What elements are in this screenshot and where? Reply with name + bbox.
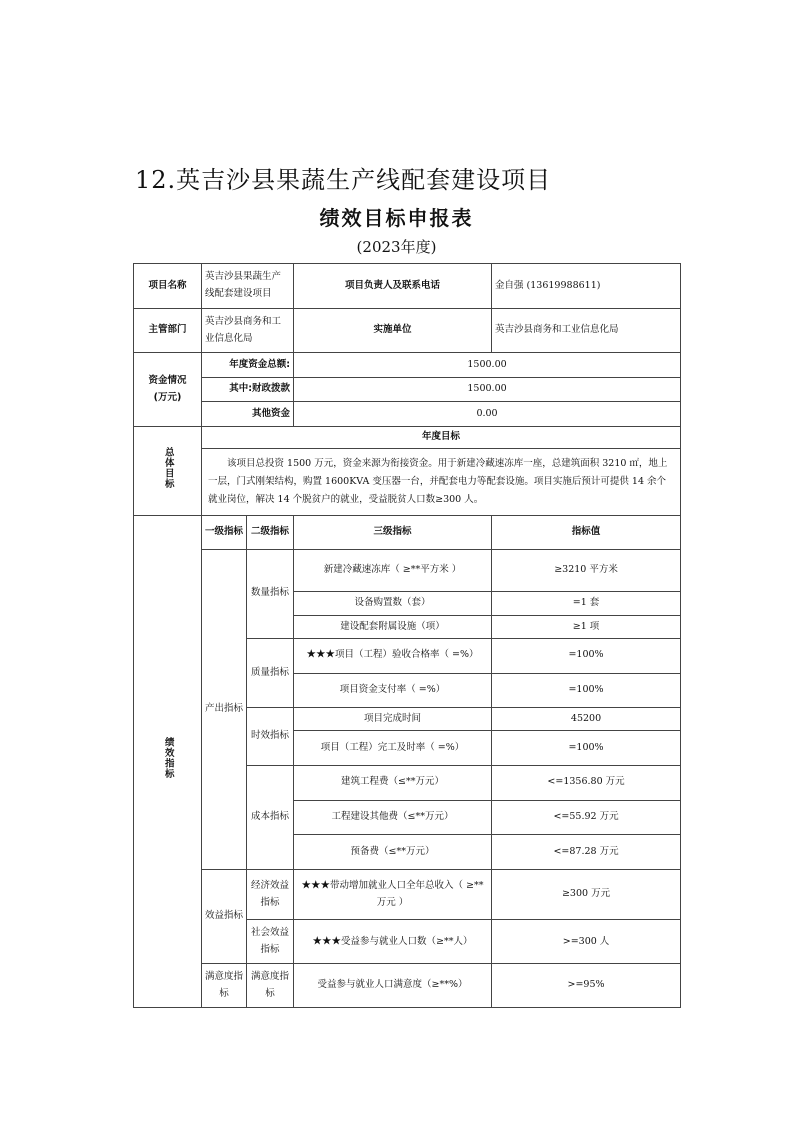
overall-label-cell bbox=[134, 426, 202, 515]
funds-label-line2: (万元) bbox=[153, 391, 182, 403]
indicator-name: 新建冷藏速冻库（ ≥**平方米 ） bbox=[294, 549, 492, 592]
impl-label: 实施单位 bbox=[294, 308, 492, 353]
indicators-label: 绩效指标 bbox=[162, 737, 174, 780]
form-title: 绩效目标申报表 bbox=[319, 206, 474, 230]
indicator-name: 预备费（≤**万元） bbox=[294, 835, 492, 870]
group-social: 社会效益指标 bbox=[247, 920, 294, 964]
indicator-value: >=300 人 bbox=[492, 920, 681, 964]
header-level1: 一级指标 bbox=[202, 516, 247, 550]
leader-value: 金自强 (13619988611) bbox=[492, 264, 681, 309]
indicators-label-cell bbox=[134, 516, 202, 1008]
project-name-label: 项目名称 bbox=[134, 264, 202, 309]
overall-header-row bbox=[134, 426, 681, 448]
indicator-name: ★★★项目（工程）验收合格率（ =%） bbox=[294, 639, 492, 674]
indicator-value: <=55.92 万元 bbox=[492, 800, 681, 835]
indicator-value: 45200 bbox=[492, 708, 681, 731]
indicator-value: >=95% bbox=[492, 964, 681, 1008]
header-level2: 二级指标 bbox=[247, 516, 294, 550]
group-timeliness: 时效指标 bbox=[247, 708, 294, 766]
funds-row bbox=[134, 377, 681, 401]
indicator-value: ≥3210 平方米 bbox=[492, 549, 681, 592]
project-row bbox=[134, 264, 681, 309]
indicator-name: 工程建设其他费（≤**万元） bbox=[294, 800, 492, 835]
indicator-header-row bbox=[134, 516, 681, 550]
overall-label: 总体目标 bbox=[162, 446, 174, 489]
table-row bbox=[134, 549, 681, 592]
header-value: 指标值 bbox=[492, 516, 681, 550]
funds-fiscal-value: 1500.00 bbox=[294, 377, 681, 401]
funds-total-value: 1500.00 bbox=[294, 353, 681, 377]
indicator-name: 设备购置数（套） bbox=[294, 592, 492, 615]
dept-label: 主管部门 bbox=[134, 308, 202, 353]
form-year: (2023年度) bbox=[356, 238, 437, 256]
satisfaction-label: 满意度指标 bbox=[202, 964, 247, 1008]
group-quantity: 数量指标 bbox=[247, 549, 294, 638]
indicator-name: 受益参与就业人口满意度（≥**%） bbox=[294, 964, 492, 1008]
impl-value: 英吉沙县商务和工业信息化局 bbox=[492, 308, 681, 353]
indicator-value: <=87.28 万元 bbox=[492, 835, 681, 870]
dept-row bbox=[134, 308, 681, 353]
funds-other-value: 0.00 bbox=[294, 402, 681, 426]
funds-row bbox=[134, 402, 681, 426]
indicator-value: ≥1 项 bbox=[492, 615, 681, 638]
section-heading: 12.英吉沙县果蔬生产线配套建设项目 bbox=[135, 166, 552, 194]
output-label: 产出指标 bbox=[202, 549, 247, 869]
annual-goal-label: 年度目标 bbox=[202, 426, 681, 448]
group-satisfaction: 满意度指标 bbox=[247, 964, 294, 1008]
funds-fiscal-label: 其中:财政拨款 bbox=[202, 377, 294, 401]
indicator-name: 项目（工程）完工及时率（ =%） bbox=[294, 731, 492, 766]
indicator-value: ≥300 万元 bbox=[492, 869, 681, 920]
indicator-name: 建设配套附属设施（项） bbox=[294, 615, 492, 638]
indicator-name: ★★★受益参与就业人口数（≥**人） bbox=[294, 920, 492, 964]
funds-other-label: 其他资金 bbox=[202, 402, 294, 426]
annual-goal-text: 该项目总投资 1500 万元，资金来源为衔接资金。用于新建冷藏速冻库一座，总建筑面积 3210 ㎡，地上一层，门式刚架结构，购置 1600KVA 变压器一台，并配套电力等配套设施。项目实施后预计可提供 14 余个就业岗位，解决 14 个脱贫户的就业，受益脱贫人口数≥300 人。 bbox=[202, 448, 681, 515]
funds-row bbox=[134, 353, 681, 377]
indicator-name: ★★★带动增加就业人口全年总收入（ ≥**万元 ） bbox=[294, 869, 492, 920]
indicator-name: 项目资金支付率（ =%） bbox=[294, 673, 492, 708]
group-cost: 成本指标 bbox=[247, 766, 294, 870]
indicator-value: =100% bbox=[492, 673, 681, 708]
group-economic: 经济效益指标 bbox=[247, 869, 294, 920]
performance-table bbox=[133, 263, 681, 1008]
funds-label bbox=[134, 353, 202, 426]
leader-label: 项目负责人及联系电话 bbox=[294, 264, 492, 309]
indicator-value: <=1356.80 万元 bbox=[492, 766, 681, 801]
table-row bbox=[134, 869, 681, 920]
indicator-name: 项目完成时间 bbox=[294, 708, 492, 731]
indicator-value: =100% bbox=[492, 731, 681, 766]
funds-total-label: 年度资金总额: bbox=[202, 353, 294, 377]
indicator-name: 建筑工程费（≤**万元） bbox=[294, 766, 492, 801]
dept-value: 英吉沙县商务和工业信息化局 bbox=[202, 308, 294, 353]
group-quality: 质量指标 bbox=[247, 639, 294, 708]
table-row bbox=[134, 964, 681, 1008]
project-name-value: 英吉沙县果蔬生产线配套建设项目 bbox=[202, 264, 294, 309]
funds-label-line1: 资金情况 bbox=[148, 374, 187, 386]
benefit-label: 效益指标 bbox=[202, 869, 247, 964]
indicator-value: =100% bbox=[492, 639, 681, 674]
header-level3: 三级指标 bbox=[294, 516, 492, 550]
indicator-value: =1 套 bbox=[492, 592, 681, 615]
overall-text-row bbox=[134, 448, 681, 515]
